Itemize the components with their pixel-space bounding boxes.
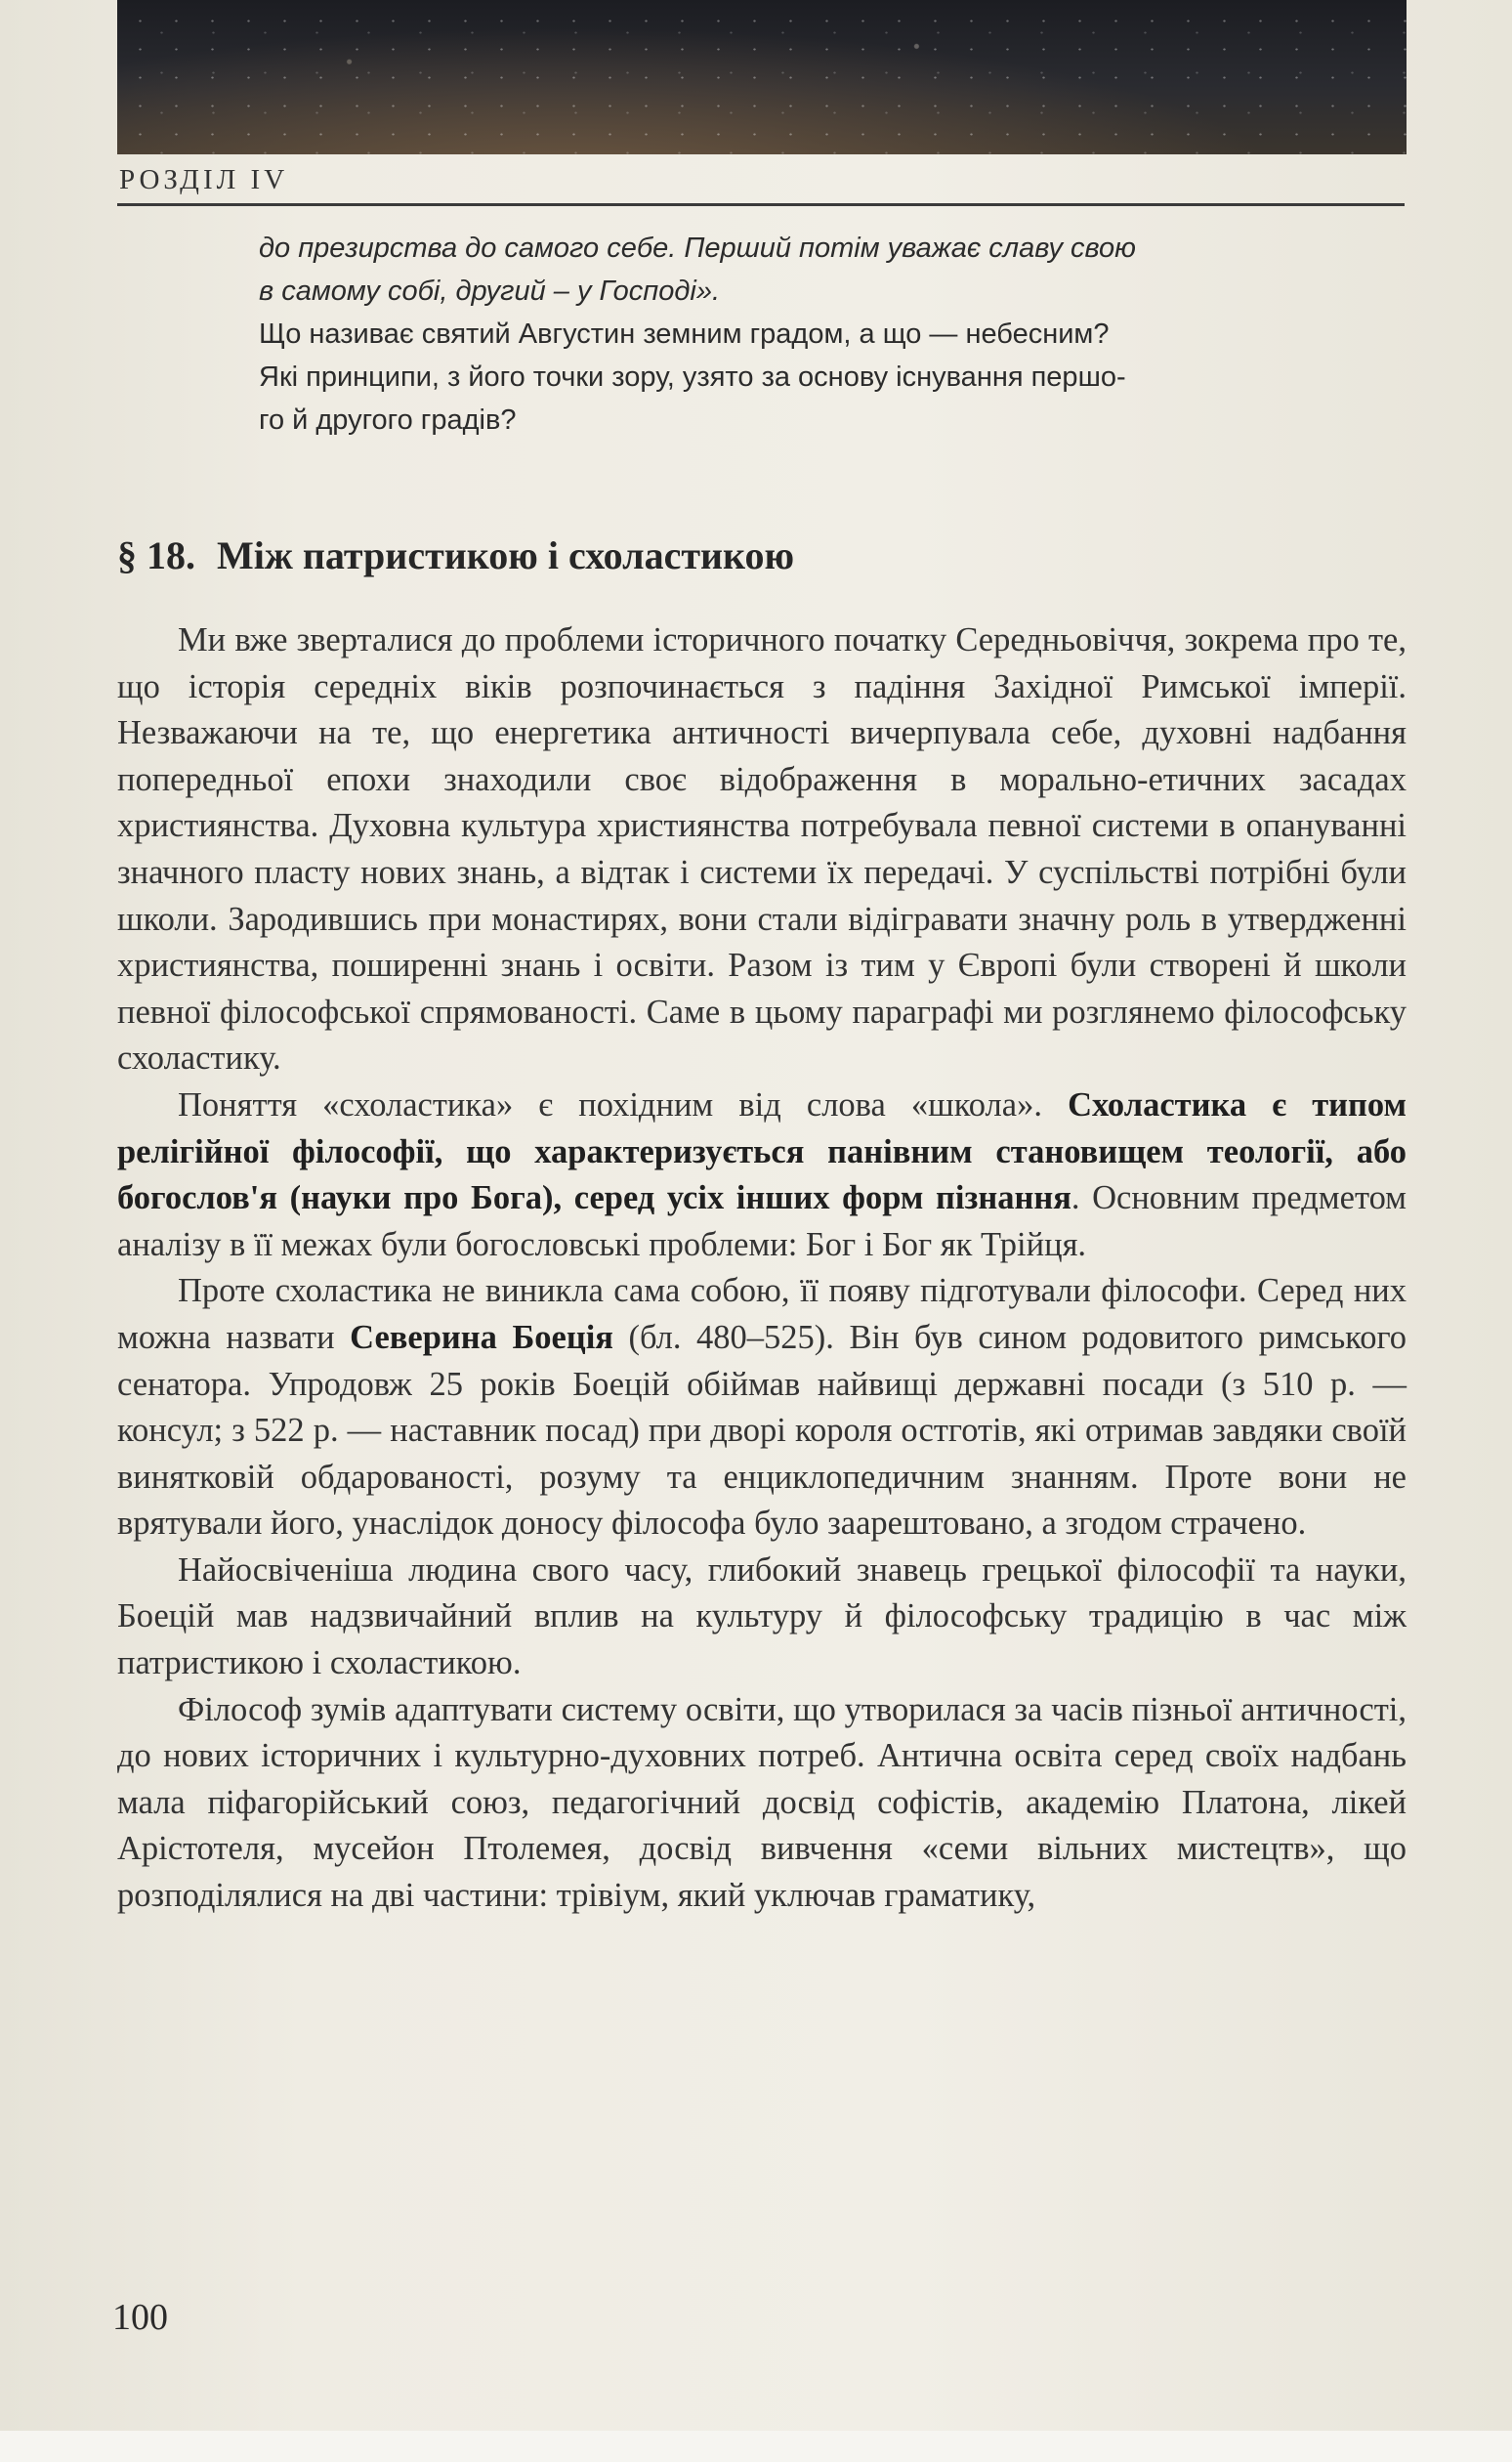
quote-block: [259, 227, 1407, 442]
paragraph: Найосвіченіша людина свого часу, глибокий знавець грецької філософії та науки, Боецій мав надзвичайний вплив на культуру й філософську традицію в час між патристикою і схоластикою.: [117, 1550, 1407, 1682]
section-heading: [117, 532, 1407, 578]
body-text: [117, 617, 1407, 1920]
paragraph: [117, 1268, 1407, 1548]
section-title: Між патристикою і схоластикою: [217, 533, 795, 577]
question-line: го й другого градів?: [259, 404, 517, 436]
question-line: Що називає святий Августин земним градом, а що — небесним?: [259, 318, 1110, 350]
paragraph: [117, 1082, 1407, 1268]
scan-edge: [0, 2431, 1512, 2462]
section-number: § 18.: [117, 533, 195, 577]
paragraph-text: . Основним предметом аналізу в її межах були богословські проблеми: Бог і Бог як Трійця.: [117, 1179, 1407, 1263]
quote-italic-line: в самому собі, другий – у Господі».: [259, 276, 721, 307]
name-bold: Северина Боеція: [350, 1318, 613, 1356]
header-rule: [117, 203, 1405, 206]
paragraph: Ми вже зверталися до проблеми історичного початку Середньовіччя, зокрема про те, що історія середніх віків розпочинається з падіння Західної Римської імперії. Незважаючи на те, що енергетика античності вичерпувала себе, духовні надбання попередньої епохи знаходили своє відображення в морально-етичних засадах християнства. Духовна культура християнства потребувала певної системи в опануванні значного пласту нових знань, а відтак і системи їх передачі. У суспільстві потрібні були школи. Зародившись при монастирях, вони стали відігравати значну роль в утвердженні християнства, поширенні знань і освіти. Разом із тим у Європі були створені й школи певної філософської спрямованості. Саме в цьому параграфі ми розглянемо філософську схоластику.: [117, 621, 1407, 1078]
paragraph-text: (бл. 480–525). Він був сином родовитого римського сенатора. Упродовж 25 років Боецій обіймав найвищі державні посади (з 510 р. — консул; з 522 р. — наставник посад) при дворі короля остготів, які отримав завдяки своїй винятковій обдарованості, розуму та енциклопедичним знанням. Проте вони не врятували його, унаслідок доносу філософа було заарештовано, а згодом страчено.: [117, 1318, 1407, 1543]
paragraph-text: Проте схоластика не виникла сама собою, її появу підготували філософи. Серед них можна назвати: [117, 1272, 1407, 1356]
starfield-banner-image: [117, 0, 1407, 154]
definition-bold: Схоластика є типом релігійної філософії, що характеризується панівним становищем теології, або богослов'я (науки про Бога), серед усіх інших форм пізнання: [117, 1085, 1407, 1217]
paragraph-text: Поняття «схоластика» є похідним від слова «школа».: [178, 1085, 1069, 1124]
question-line: Які принципи, з його точки зору, узято за основу існування першо-: [259, 361, 1126, 393]
paragraph: Філософ зумів адаптувати систему освіти, що утворилася за часів пізньої античності, до нових історичних і культурно-духовних потреб. Антична освіта серед своїх надбань мала піфагорійський союз, педагогічний досвід софістів, академію Платона, лікей Арістотеля, мусейон Птолемея, досвід вивчення «семи вільних мистецтв», що розподілялися на дві частини: трівіум, який уключав граматику,: [117, 1690, 1407, 1915]
page-number: 100: [112, 2297, 168, 2338]
quote-italic-line: до презирства до самого себе. Перший потім уважає славу свою: [259, 233, 1136, 264]
chapter-label: РОЗДІЛ IV: [119, 164, 289, 195]
